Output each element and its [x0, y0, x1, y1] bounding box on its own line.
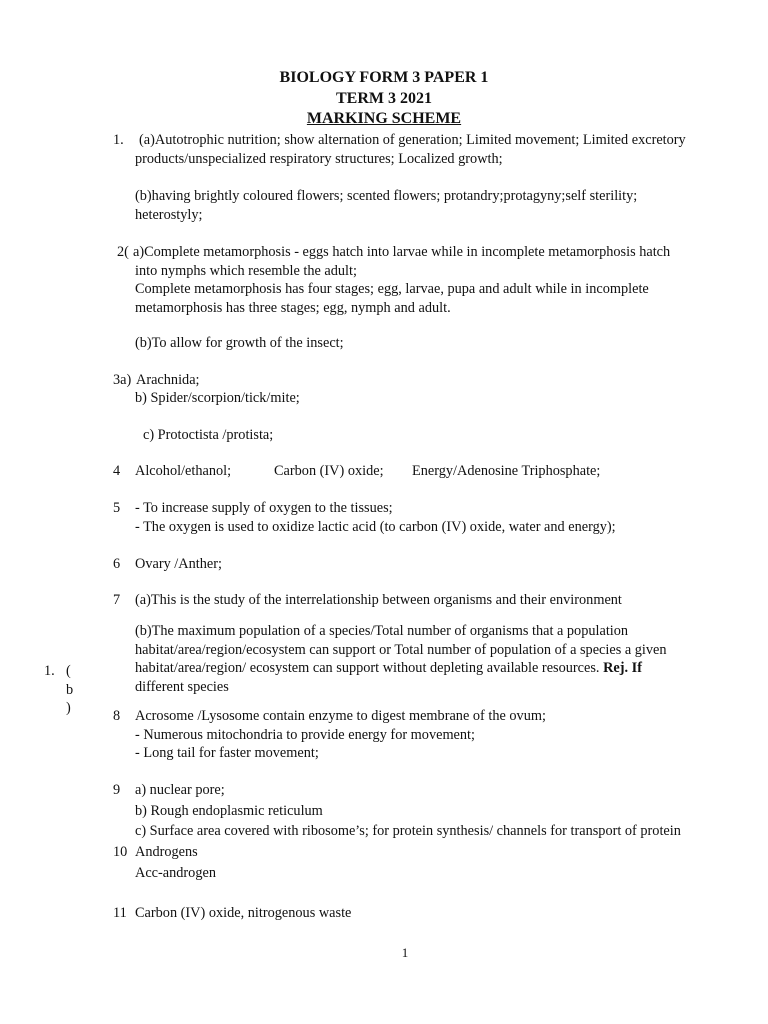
- q8-line: - Numerous mitochondria to provide energy for movement;: [135, 726, 475, 743]
- q7b-line: (b)The maximum population of a species/Total number of organisms that a population: [135, 623, 629, 639]
- q2a-line: a)Complete metamorphosis - eggs hatch into larvae while in incomplete metamorphosis hatch: [133, 244, 671, 260]
- margin-note: [66, 662, 73, 718]
- reject-tail: If: [631, 660, 642, 676]
- q1b-line: heterostyly;: [135, 206, 203, 223]
- q3-number: 3a): [113, 372, 132, 388]
- margin-note-char: ): [66, 700, 71, 716]
- q4-part-3: Energy/Adenosine Triphosphate;: [412, 463, 601, 479]
- q6-body: Ovary /Anther;: [135, 556, 222, 572]
- q1-part-b: [135, 187, 637, 224]
- q9-line: c) Surface area covered with ribosome’s; for protein synthesis/ channels for transport of protein: [135, 823, 681, 839]
- q2a-line: into nymphs which resemble the adult;: [135, 262, 357, 279]
- q9-line: a) nuclear pore;: [135, 782, 225, 798]
- q9-number: 9: [113, 782, 121, 798]
- title-line-1: BIOLOGY FORM 3 PAPER 1: [279, 69, 489, 86]
- q7b-line-text: habitat/area/region/ ecosystem can support without depleting available resources.: [135, 660, 600, 676]
- q3-part-a: Arachnida;: [136, 372, 200, 388]
- q8-number: 8: [113, 708, 121, 724]
- q9-line: b) Rough endoplasmic reticulum: [135, 802, 323, 819]
- q10-body: [135, 843, 216, 882]
- q7b-line: [135, 659, 667, 678]
- q1a-line: products/unspecialized respiratory structures; Localized growth;: [135, 150, 503, 167]
- q7-part-a: (a)This is the study of the interrelationship between organisms and their environment: [135, 592, 622, 608]
- q2a-line: Complete metamorphosis has four stages; egg, larvae, pupa and adult while in incomplete: [135, 281, 649, 297]
- q1-part-a: [135, 131, 686, 168]
- q5-body: [135, 499, 616, 536]
- q7-number: 7: [113, 592, 121, 608]
- q8-line: Acrosome /Lysosome contain enzyme to digest membrane of the ovum;: [135, 708, 546, 724]
- q8-line: - Long tail for faster movement;: [135, 745, 319, 761]
- q5-line: - The oxygen is used to oxidize lactic acid (to carbon (IV) oxide, water and energy);: [135, 518, 616, 535]
- q6-number: 6: [113, 556, 121, 572]
- q3-part-b: b) Spider/scorpion/tick/mite;: [135, 390, 300, 406]
- q2-part-a: [135, 243, 670, 317]
- q1-number: 1.: [113, 132, 124, 148]
- q7-part-b: [135, 622, 667, 696]
- q3-part-c: c) Protoctista /protista;: [143, 427, 274, 443]
- q4-number: 4: [113, 463, 121, 479]
- margin-note-number: 1.: [44, 663, 55, 679]
- margin-note-char: (: [66, 663, 71, 679]
- q10-line: Androgens: [135, 844, 198, 860]
- document-title: [0, 68, 768, 130]
- q5-number: 5: [113, 500, 121, 516]
- reject-label: Rej.: [603, 660, 629, 676]
- q2a-line: metamorphosis has three stages; egg, nymph and adult.: [135, 299, 451, 316]
- q9-body: [135, 781, 681, 841]
- page-number: 1: [401, 945, 409, 960]
- q7b-line: different species: [135, 678, 229, 695]
- q11-body: Carbon (IV) oxide, nitrogenous waste: [135, 905, 352, 921]
- q11-number: 11: [113, 905, 127, 921]
- q2-part-b: (b)To allow for growth of the insect;: [135, 335, 344, 351]
- q8-body: [135, 707, 546, 763]
- q2-number: 2(: [117, 244, 129, 260]
- margin-note-char: b: [66, 681, 74, 698]
- q4-part-1: Alcohol/ethanol;: [135, 463, 232, 479]
- q10-line: Acc-androgen: [135, 864, 216, 881]
- q5-line: - To increase supply of oxygen to the tissues;: [135, 500, 393, 516]
- q7b-line: habitat/area/region/ecosystem can support or Total number of population of a species a given: [135, 641, 667, 658]
- q1a-line: (a)Autotrophic nutrition; show alternation of generation; Limited movement; Limited excretory: [139, 132, 686, 148]
- title-line-3: MARKING SCHEME: [306, 110, 462, 127]
- q10-number: 10: [113, 844, 128, 860]
- title-line-2: TERM 3 2021: [336, 89, 432, 107]
- q1b-line: (b)having brightly coloured flowers; scented flowers; protandry;protagyny;self sterility;: [135, 188, 638, 204]
- q4-part-2: Carbon (IV) oxide;: [274, 463, 384, 479]
